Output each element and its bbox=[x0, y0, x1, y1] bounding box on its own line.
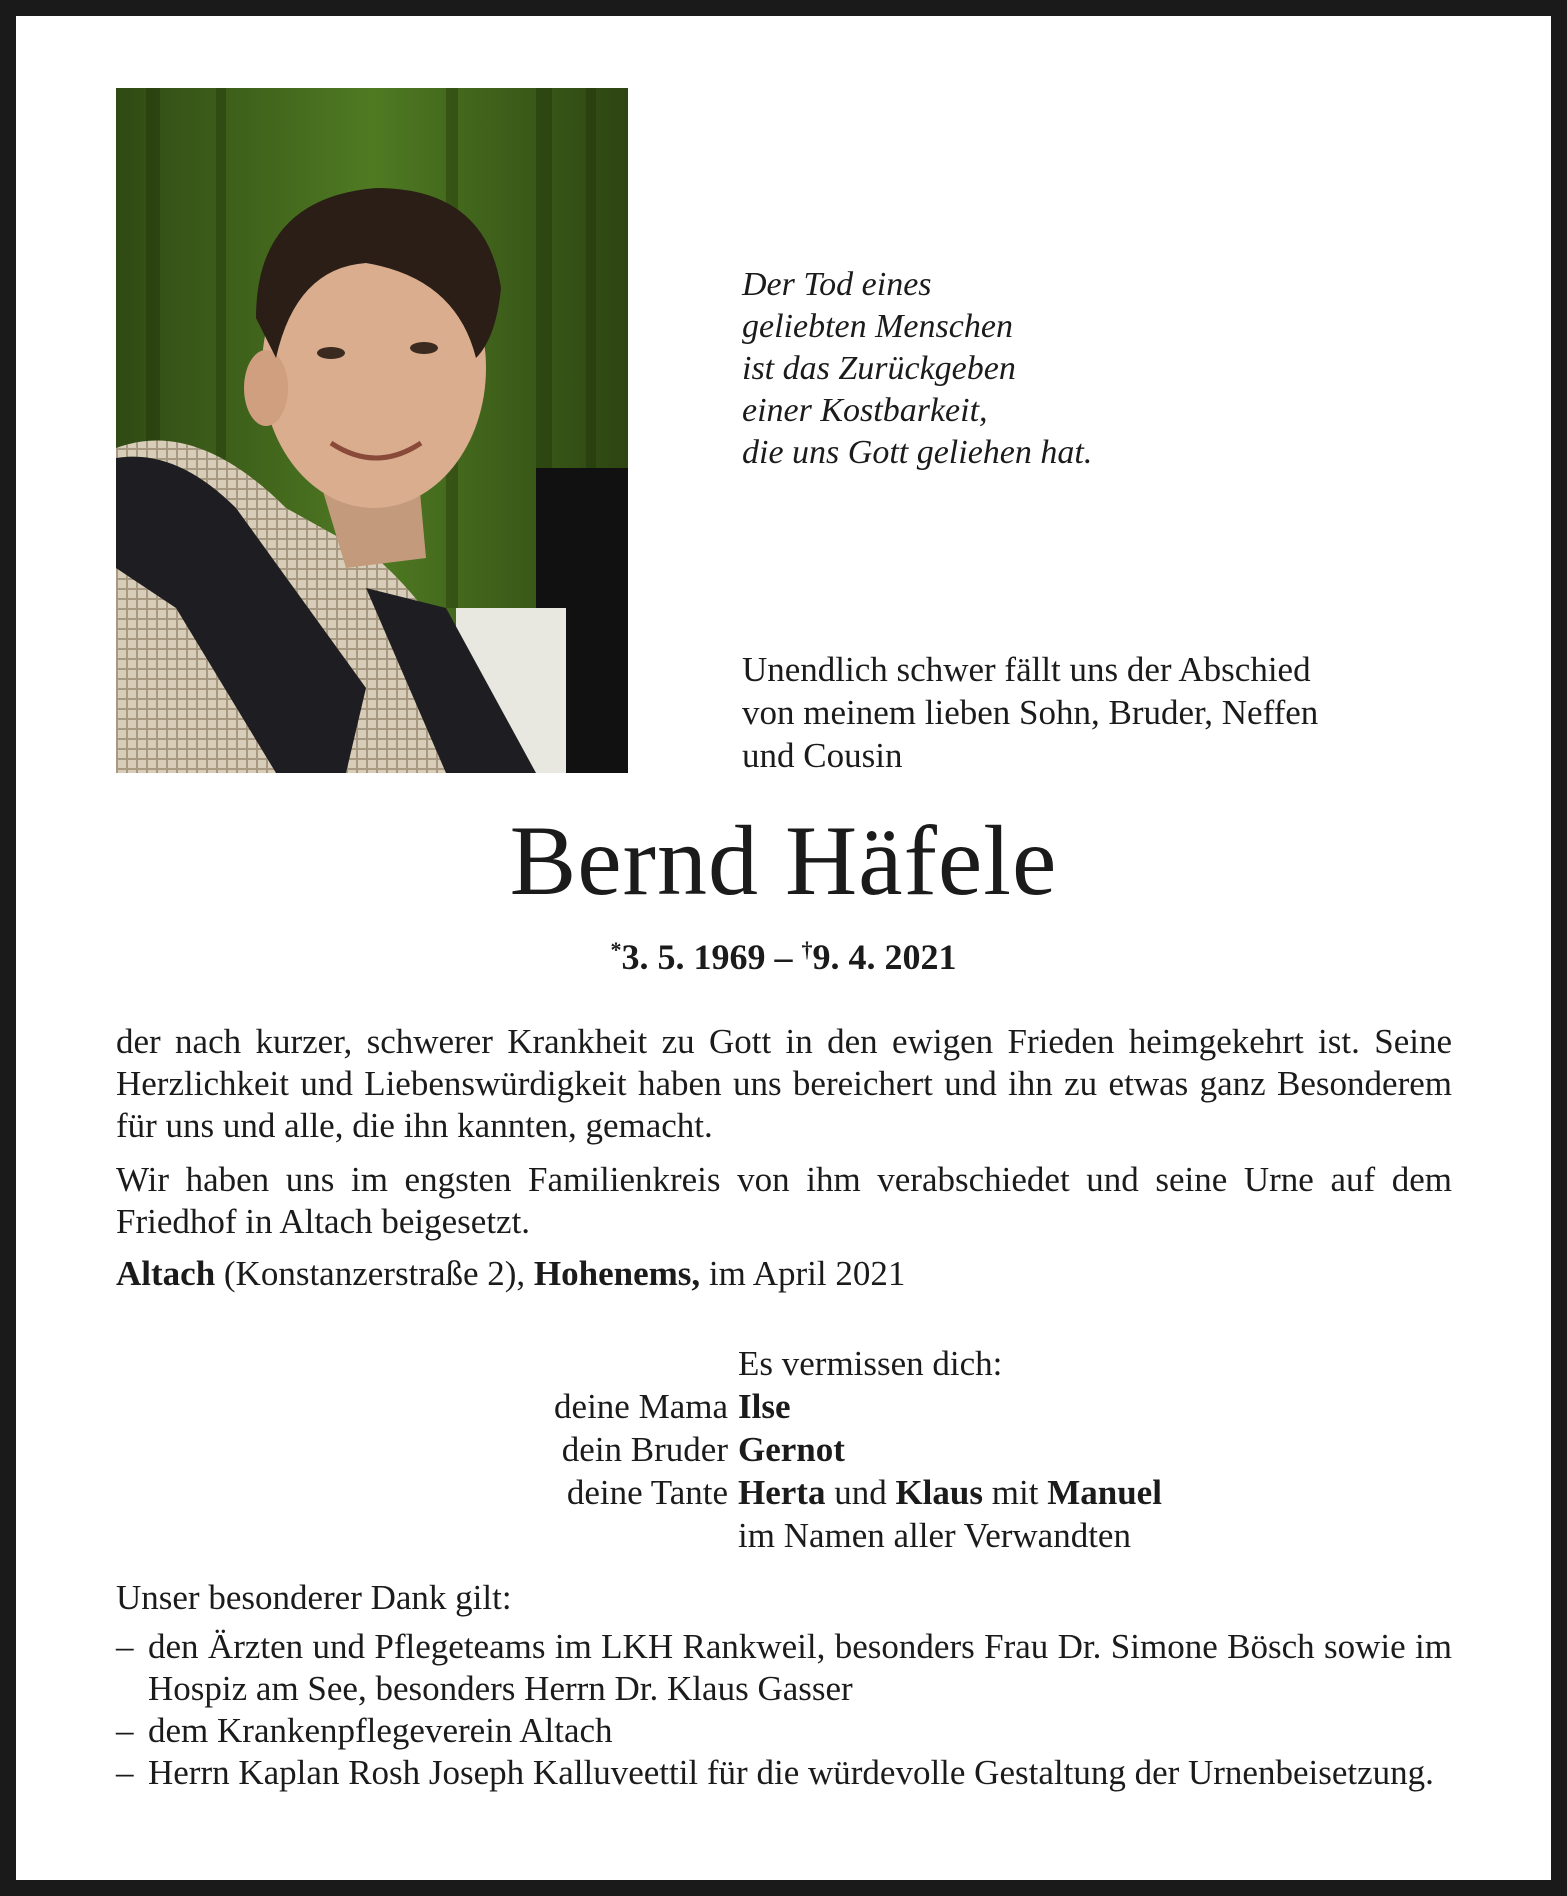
thanks-item-text: Herrn Kaplan Rosh Joseph Kalluveettil für die würdevolle Gestaltung der Urnenbeisetzung. bbox=[148, 1753, 1434, 1792]
paragraph-burial: Wir haben uns im engsten Familienkreis von ihm verabschiedet und seine Urne auf dem Friedhof in Altach beigesetzt. bbox=[116, 1160, 1452, 1241]
obituary-page bbox=[16, 16, 1551, 1880]
conjunction: und bbox=[834, 1473, 887, 1512]
mourners-list bbox=[16, 1342, 1551, 1557]
portrait-photo bbox=[116, 88, 628, 773]
list-dash: – bbox=[116, 1627, 134, 1666]
mourner-name: Klaus bbox=[895, 1473, 983, 1512]
thanks-item-text: den Ärzten und Pflegeteams im LKH Rankweil, besonders Frau Dr. Simone Bösch sowie im Hospiz am See, besonders Herrn Dr. Klaus Gasser bbox=[148, 1627, 1452, 1708]
list-dash: – bbox=[116, 1753, 134, 1792]
thanks-heading: Unser besonderer Dank gilt: bbox=[116, 1578, 512, 1617]
mourner-name: Herta bbox=[738, 1473, 826, 1512]
intro-line: und Cousin bbox=[742, 736, 903, 775]
poem-line: die uns Gott geliehen hat. bbox=[742, 434, 1093, 471]
intro-line: von meinem lieben Sohn, Bruder, Neffen bbox=[742, 693, 1319, 732]
death-date: 9. 4. 2021 bbox=[812, 937, 957, 977]
relation-label: dein Bruder bbox=[561, 1430, 728, 1469]
thanks-item-text: dem Krankenpflegeverein Altach bbox=[148, 1711, 613, 1750]
mourner-name: Gernot bbox=[738, 1430, 845, 1469]
mourners-closing: im Namen aller Verwandten bbox=[738, 1516, 1131, 1555]
birth-symbol: * bbox=[610, 937, 622, 962]
mourners-intro: Es vermissen dich: bbox=[738, 1344, 1003, 1383]
death-symbol: † bbox=[801, 937, 813, 962]
relation-label: deine Mama bbox=[554, 1387, 728, 1426]
poem-line: ist das Zurückgeben bbox=[742, 350, 1016, 387]
thanks-item bbox=[116, 1626, 1452, 1710]
poem-line: geliebten Menschen bbox=[742, 308, 1013, 345]
relation-label: deine Tante bbox=[566, 1473, 728, 1512]
town-hohenems: Hohenems, bbox=[533, 1254, 701, 1293]
mourner-name: Manuel bbox=[1047, 1473, 1162, 1512]
paragraph-illness: der nach kurzer, schwerer Krankheit zu Gott in den ewigen Frieden heimgekehrt ist. Seine Herzlichkeit und Liebenswürdigkeit haben uns bereichert und ihn zu etwas ganz Besonderem für uns und alle, die ihn kannten, gemacht. bbox=[116, 1022, 1452, 1145]
birth-date: 3. 5. 1969 bbox=[621, 937, 766, 977]
intro-line: Unendlich schwer fällt uns der Abschied bbox=[742, 650, 1311, 689]
address: (Konstanzerstraße 2), bbox=[223, 1254, 526, 1293]
farewell-intro bbox=[742, 648, 1462, 777]
list-dash: – bbox=[116, 1711, 134, 1750]
portrait-image bbox=[116, 88, 628, 773]
poem-line: Der Tod eines bbox=[742, 266, 932, 303]
date-separator: – bbox=[774, 937, 793, 977]
deceased-name: Bernd Häfele bbox=[509, 805, 1058, 916]
town-altach: Altach bbox=[116, 1254, 216, 1293]
poem-line: einer Kostbarkeit, bbox=[742, 392, 988, 429]
conjunction: mit bbox=[991, 1473, 1039, 1512]
place-and-date bbox=[116, 1252, 905, 1296]
thanks-list bbox=[116, 1626, 1452, 1794]
mourner-name: Ilse bbox=[738, 1387, 791, 1426]
poem bbox=[742, 264, 1092, 474]
thanks-item bbox=[116, 1710, 1452, 1752]
life-dates bbox=[16, 928, 1551, 979]
notice-date: im April 2021 bbox=[708, 1254, 906, 1293]
thanks-item bbox=[116, 1752, 1452, 1794]
